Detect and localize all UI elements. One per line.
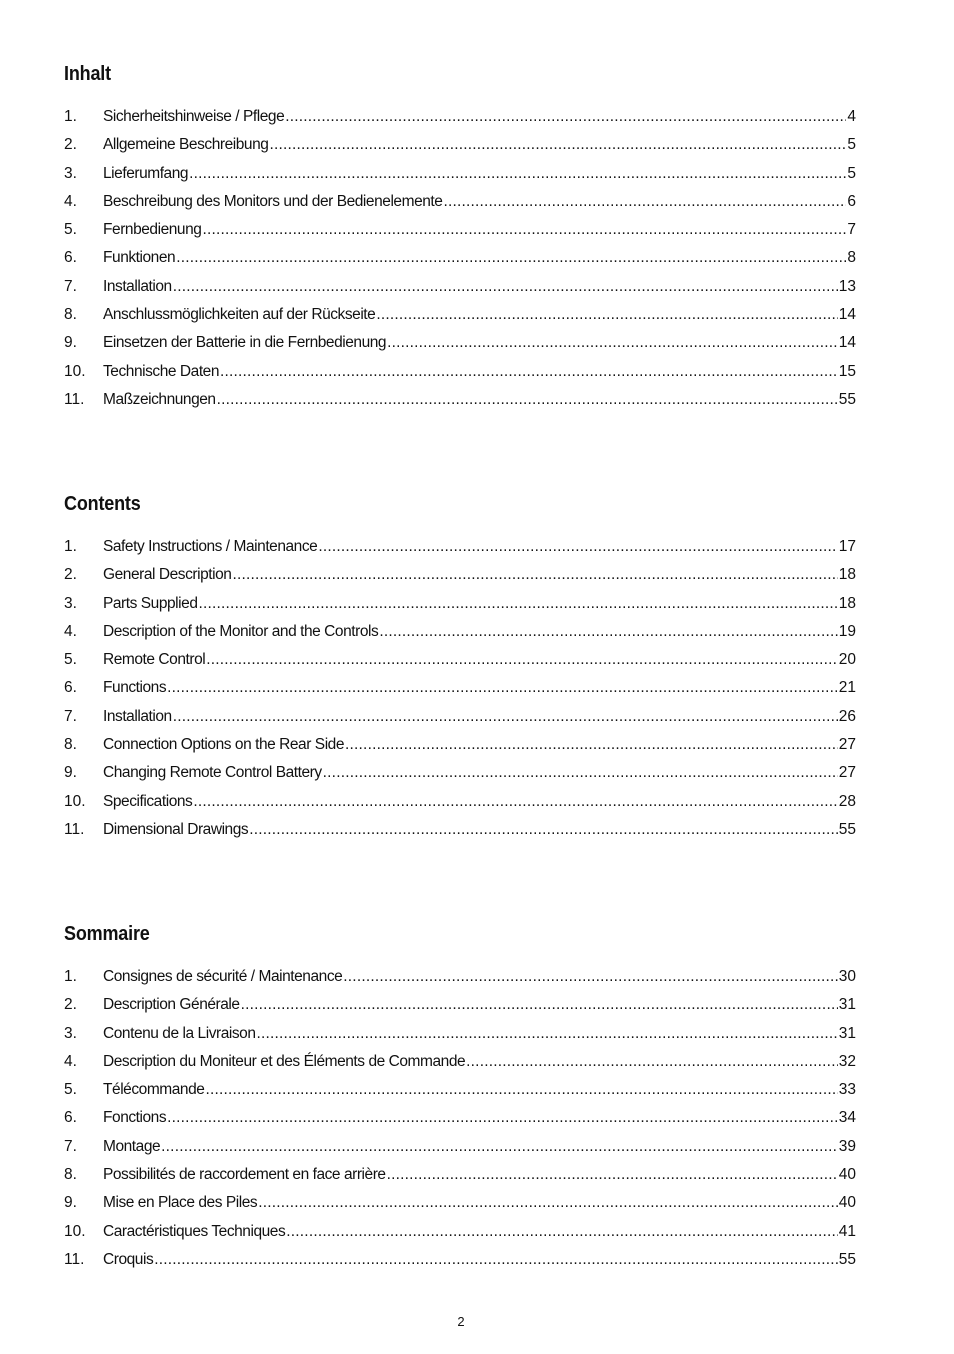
entry-title: Lieferumfang [103, 164, 189, 182]
entry-page: 18 [838, 594, 856, 612]
entry-title: Anschlussmöglichkeiten auf der Rückseite [103, 306, 376, 324]
entry-page: 28 [838, 792, 856, 810]
dot-leader [379, 618, 837, 646]
entry-title: Specifications [103, 792, 193, 810]
entry-title: Description Générale [103, 996, 240, 1014]
entry-page: 33 [838, 1081, 856, 1099]
toc-entry[interactable] [64, 273, 856, 301]
entry-page: 39 [838, 1137, 856, 1155]
toc-entry[interactable] [64, 103, 856, 131]
dot-leader [154, 1246, 837, 1274]
toc-entry[interactable] [64, 1218, 856, 1246]
toc-entry[interactable] [64, 759, 856, 787]
toc-entry[interactable] [64, 188, 856, 216]
entry-title: Connection Options on the Rear Side [103, 736, 345, 754]
entry-title: Fernbedienung [103, 221, 202, 239]
entry-number: 3. [64, 1024, 77, 1042]
entry-number: 7. [64, 707, 77, 725]
toc-entry[interactable] [64, 216, 856, 244]
toc-list [64, 533, 856, 844]
toc-entry[interactable] [64, 1048, 856, 1076]
toc-entry[interactable] [64, 386, 856, 414]
entry-number: 6. [64, 1109, 77, 1127]
dot-leader [193, 788, 837, 816]
page-number: 2 [457, 1314, 465, 1329]
entry-page: 55 [838, 820, 856, 838]
entry-number: 7. [64, 277, 77, 295]
toc-entry[interactable] [64, 1189, 856, 1217]
entry-page: 20 [838, 651, 856, 669]
toc-section-contents [64, 490, 856, 838]
entry-page: 5 [847, 164, 856, 182]
entry-number: 5. [64, 651, 77, 669]
dot-leader [167, 1104, 838, 1132]
dot-leader [345, 731, 838, 759]
entry-number: 1. [64, 108, 77, 125]
entry-page: 26 [838, 707, 856, 725]
toc-entry[interactable] [64, 1161, 856, 1189]
entry-title: Télécommande [103, 1081, 205, 1099]
dot-leader [323, 759, 838, 787]
entry-title: Installation [103, 277, 172, 295]
entry-page: 18 [838, 566, 856, 584]
entry-number: 5. [64, 221, 77, 239]
dot-leader [232, 561, 837, 589]
entry-page: 5 [847, 136, 856, 154]
entry-page: 32 [838, 1052, 856, 1070]
entry-title: Description du Moniteur et des Éléments de Commande [103, 1052, 466, 1070]
entry-title: Safety Instructions / Maintenance [103, 538, 318, 555]
entry-number: 3. [64, 594, 77, 612]
dot-leader [173, 273, 838, 301]
toc-entry[interactable] [64, 301, 856, 329]
entry-number: 8. [64, 306, 77, 324]
entry-page: 17 [838, 538, 856, 555]
dot-leader [220, 358, 838, 386]
dot-leader [249, 816, 838, 844]
entry-title: Fonctions [103, 1109, 167, 1127]
toc-entry[interactable] [64, 358, 856, 386]
entry-title: Caractéristiques Techniques [103, 1222, 286, 1240]
section-title: Inhalt [64, 63, 111, 85]
toc-entry[interactable] [64, 674, 856, 702]
toc-list [64, 103, 856, 414]
entry-title: Beschreibung des Monitors und der Bedienelemente [103, 192, 443, 210]
entry-number: 2. [64, 566, 77, 584]
dot-leader [269, 131, 846, 159]
entry-page: 7 [847, 221, 856, 239]
dot-leader [285, 103, 846, 131]
toc-entry[interactable] [64, 1020, 856, 1048]
entry-page: 55 [838, 1250, 856, 1268]
toc-entry[interactable] [64, 590, 856, 618]
dot-leader [161, 1133, 838, 1161]
section-title: Contents [64, 493, 141, 515]
entry-title: Functions [103, 679, 167, 697]
entry-page: 14 [838, 306, 856, 324]
toc-entry[interactable] [64, 703, 856, 731]
entry-title: Croquis [103, 1250, 154, 1268]
entry-title: Mise en Place des Piles [103, 1194, 258, 1212]
entry-title: Possibilités de raccordement en face arrière [103, 1166, 386, 1184]
dot-leader [202, 216, 846, 244]
entry-page: 15 [838, 362, 856, 380]
dot-leader [173, 703, 838, 731]
entry-page: 55 [838, 390, 856, 408]
entry-number: 9. [64, 334, 77, 352]
entry-number: 11. [64, 1250, 85, 1268]
entry-title: Dimensional Drawings [103, 820, 249, 838]
toc-entry[interactable] [64, 816, 856, 844]
toc-entry[interactable] [64, 244, 856, 272]
entry-number: 10. [64, 362, 86, 380]
entry-page: 13 [838, 277, 856, 295]
entry-page: 14 [838, 334, 856, 352]
entry-number: 9. [64, 764, 77, 782]
entry-number: 3. [64, 164, 77, 182]
entry-title: Remote Control [103, 651, 206, 669]
entry-title: General Description [103, 566, 232, 584]
entry-number: 1. [64, 538, 77, 555]
toc-entry[interactable] [64, 1246, 856, 1274]
entry-number: 6. [64, 249, 77, 267]
dot-leader [257, 1020, 838, 1048]
toc-section-inhalt [64, 60, 856, 408]
entry-title: Allgemeine Beschreibung [103, 136, 269, 154]
toc-entry[interactable] [64, 533, 856, 561]
entry-number: 4. [64, 1052, 77, 1070]
dot-leader [387, 1161, 838, 1189]
entry-title: Parts Supplied [103, 594, 198, 612]
entry-title: Sicherheitshinweise / Pflege [103, 108, 285, 125]
entry-number: 11. [64, 390, 85, 408]
entry-title: Consignes de sécurité / Maintenance [103, 968, 343, 985]
entry-number: 4. [64, 622, 77, 640]
dot-leader [167, 674, 838, 702]
entry-number: 2. [64, 136, 77, 154]
entry-number: 10. [64, 792, 86, 810]
entry-number: 2. [64, 996, 77, 1014]
entry-number: 5. [64, 1081, 77, 1099]
entry-number: 11. [64, 820, 85, 838]
entry-title: Technische Daten [103, 362, 220, 380]
entry-page: 31 [838, 1024, 856, 1042]
entry-title: Maßzeichnungen [103, 390, 216, 408]
entry-title: Installation [103, 707, 172, 725]
toc-entry[interactable] [64, 963, 856, 991]
dot-leader [189, 160, 846, 188]
entry-page: 40 [838, 1166, 856, 1184]
toc-entry[interactable] [64, 131, 856, 159]
dot-leader [206, 646, 838, 674]
toc-entry[interactable] [64, 329, 856, 357]
toc-entry[interactable] [64, 1133, 856, 1161]
toc-list [64, 963, 856, 1274]
toc-entry[interactable] [64, 561, 856, 589]
entry-title: Contenu de la Livraison [103, 1024, 256, 1042]
dot-leader [199, 590, 838, 618]
dot-leader [205, 1076, 837, 1104]
toc-entry[interactable] [64, 1076, 856, 1104]
toc-entry[interactable] [64, 646, 856, 674]
entry-page: 31 [838, 996, 856, 1014]
toc-entry[interactable] [64, 991, 856, 1019]
entry-page: 8 [847, 249, 856, 267]
dot-leader [466, 1048, 838, 1076]
entry-number: 6. [64, 679, 77, 697]
entry-number: 9. [64, 1194, 77, 1212]
entry-page: 34 [838, 1109, 856, 1127]
entry-number: 1. [64, 968, 77, 985]
entry-title: Description of the Monitor and the Controls [103, 622, 379, 640]
toc-section-sommaire [64, 920, 856, 1268]
dot-leader [176, 244, 846, 272]
toc-entry[interactable] [64, 160, 856, 188]
entry-page: 30 [838, 968, 856, 985]
entry-page: 41 [838, 1222, 856, 1240]
entry-page: 27 [838, 736, 856, 754]
entry-title: Montage [103, 1137, 161, 1155]
dot-leader [318, 533, 837, 561]
entry-page: 4 [847, 108, 856, 125]
dot-leader [443, 188, 846, 216]
entry-number: 8. [64, 736, 77, 754]
entry-number: 7. [64, 1137, 77, 1155]
toc-entry[interactable] [64, 731, 856, 759]
entry-number: 10. [64, 1222, 86, 1240]
toc-entry[interactable] [64, 618, 856, 646]
entry-page: 40 [838, 1194, 856, 1212]
entry-page: 19 [838, 622, 856, 640]
section-title: Sommaire [64, 923, 150, 945]
dot-leader [258, 1189, 838, 1217]
entry-title: Funktionen [103, 249, 176, 267]
entry-number: 4. [64, 192, 77, 210]
dot-leader [286, 1218, 837, 1246]
dot-leader [343, 963, 837, 991]
entry-page: 27 [838, 764, 856, 782]
entry-title: Changing Remote Control Battery [103, 764, 322, 782]
toc-entry[interactable] [64, 788, 856, 816]
entry-page: 21 [838, 679, 856, 697]
entry-title: Einsetzen der Batterie in die Fernbedienung [103, 334, 387, 352]
dot-leader [217, 386, 838, 414]
toc-entry[interactable] [64, 1104, 856, 1132]
entry-number: 8. [64, 1166, 77, 1184]
dot-leader [376, 301, 837, 329]
entry-page: 6 [847, 192, 856, 210]
dot-leader [387, 329, 838, 357]
dot-leader [241, 991, 838, 1019]
